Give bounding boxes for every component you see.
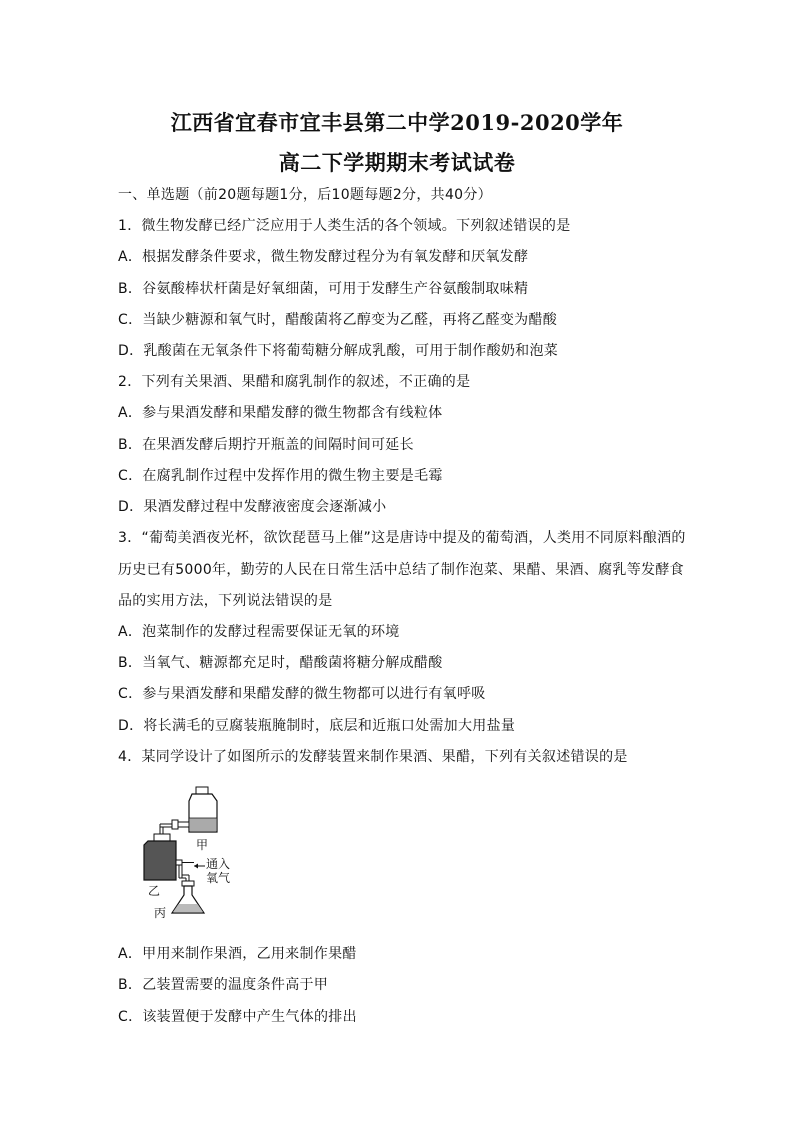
bottle-yi <box>144 834 194 880</box>
section-heading: 一、单选题（前20题每题1分，后10题每题2分，共40分） <box>118 187 492 203</box>
question-2-option-d: D．果酒发酵过程中发酵液密度会逐渐减小 <box>118 499 387 515</box>
label-jia: 甲 <box>196 838 209 852</box>
question-3-stem-line-1: 3．“葡萄美酒夜光杯，欲饮琵琶马上催”这是唐诗中提及的葡萄酒，人类用不同原料酿酒的 <box>118 530 686 546</box>
question-2-stem: 2．下列有关果酒、果醋和腐乳制作的叙述，不正确的是 <box>118 374 471 390</box>
page-title-line-2: 高二下学期期末考试试卷 <box>278 150 516 175</box>
question-1-option-b: B．谷氨酸棒状杆菌是好氧细菌，可用于发酵生产谷氨酸制取味精 <box>118 281 529 297</box>
question-4-option-c: C．该装置便于发酵中产生气体的排出 <box>118 1009 357 1025</box>
label-oxygen-inlet-line-2: 氧气 <box>206 871 231 885</box>
question-3-option-d: D．将长满毛的豆腐装瓶腌制时，底层和近瓶口处需加大用盐量 <box>118 718 516 734</box>
question-3-stem-line-3: 品的实用方法，下列说法错误的是 <box>118 593 333 609</box>
label-bing: 丙 <box>154 906 167 920</box>
question-1-option-c: C．当缺少糖源和氧气时，醋酸菌将乙醇变为乙醛，再将乙醛变为醋酸 <box>118 312 558 328</box>
question-1-option-d: D．乳酸菌在无氧条件下将葡萄糖分解成乳酸，可用于制作酸奶和泡菜 <box>118 343 559 359</box>
connector-tube-jia-yi <box>160 820 189 834</box>
page-title-line-1: 江西省宜春市宜丰县第二中学2019-2020学年 <box>170 110 624 135</box>
question-4-stem: 4．某同学设计了如图所示的发酵装置来制作果酒、果醋，下列有关叙述错误的是 <box>118 749 628 765</box>
question-2-option-a: A．参与果酒发酵和果醋发酵的微生物都含有线粒体 <box>118 405 443 421</box>
label-oxygen-inlet-line-1: 通入 <box>206 857 231 871</box>
fermentation-apparatus-diagram <box>134 783 246 923</box>
question-1-stem: 1．微生物发酵已经广泛应用于人类生活的各个领域。下列叙述错误的是 <box>118 218 571 234</box>
question-2-option-c: C．在腐乳制作过程中发挥作用的微生物主要是毛霉 <box>118 468 443 484</box>
question-3-stem-line-2: 历史已有5000年，勤劳的人民在日常生活中总结了制作泡菜、果醋、果酒、腐乳等发酵食 <box>118 562 684 578</box>
question-3-option-b: B．当氧气、糖源都充足时，醋酸菌将糖分解成醋酸 <box>118 655 443 671</box>
label-yi: 乙 <box>148 884 161 898</box>
bottle-jia <box>189 787 217 832</box>
question-4-option-b: B．乙装置需要的温度条件高于甲 <box>118 977 329 993</box>
question-1-option-a: A．根据发酵条件要求，微生物发酵过程分为有氧发酵和厌氧发酵 <box>118 249 529 265</box>
question-3-option-a: A．泡菜制作的发酵过程需要保证无氧的环境 <box>118 624 400 640</box>
question-3-option-c: C．参与果酒发酵和果醋发酵的微生物都可以进行有氧呼吸 <box>118 686 486 702</box>
flask-bing <box>172 881 204 913</box>
oxygen-inlet-arrow <box>194 864 205 869</box>
question-4-option-a: A．甲用来制作果酒，乙用来制作果醋 <box>118 946 357 962</box>
question-2-option-b: B．在果酒发酵后期拧开瓶盖的间隔时间可延长 <box>118 437 414 453</box>
